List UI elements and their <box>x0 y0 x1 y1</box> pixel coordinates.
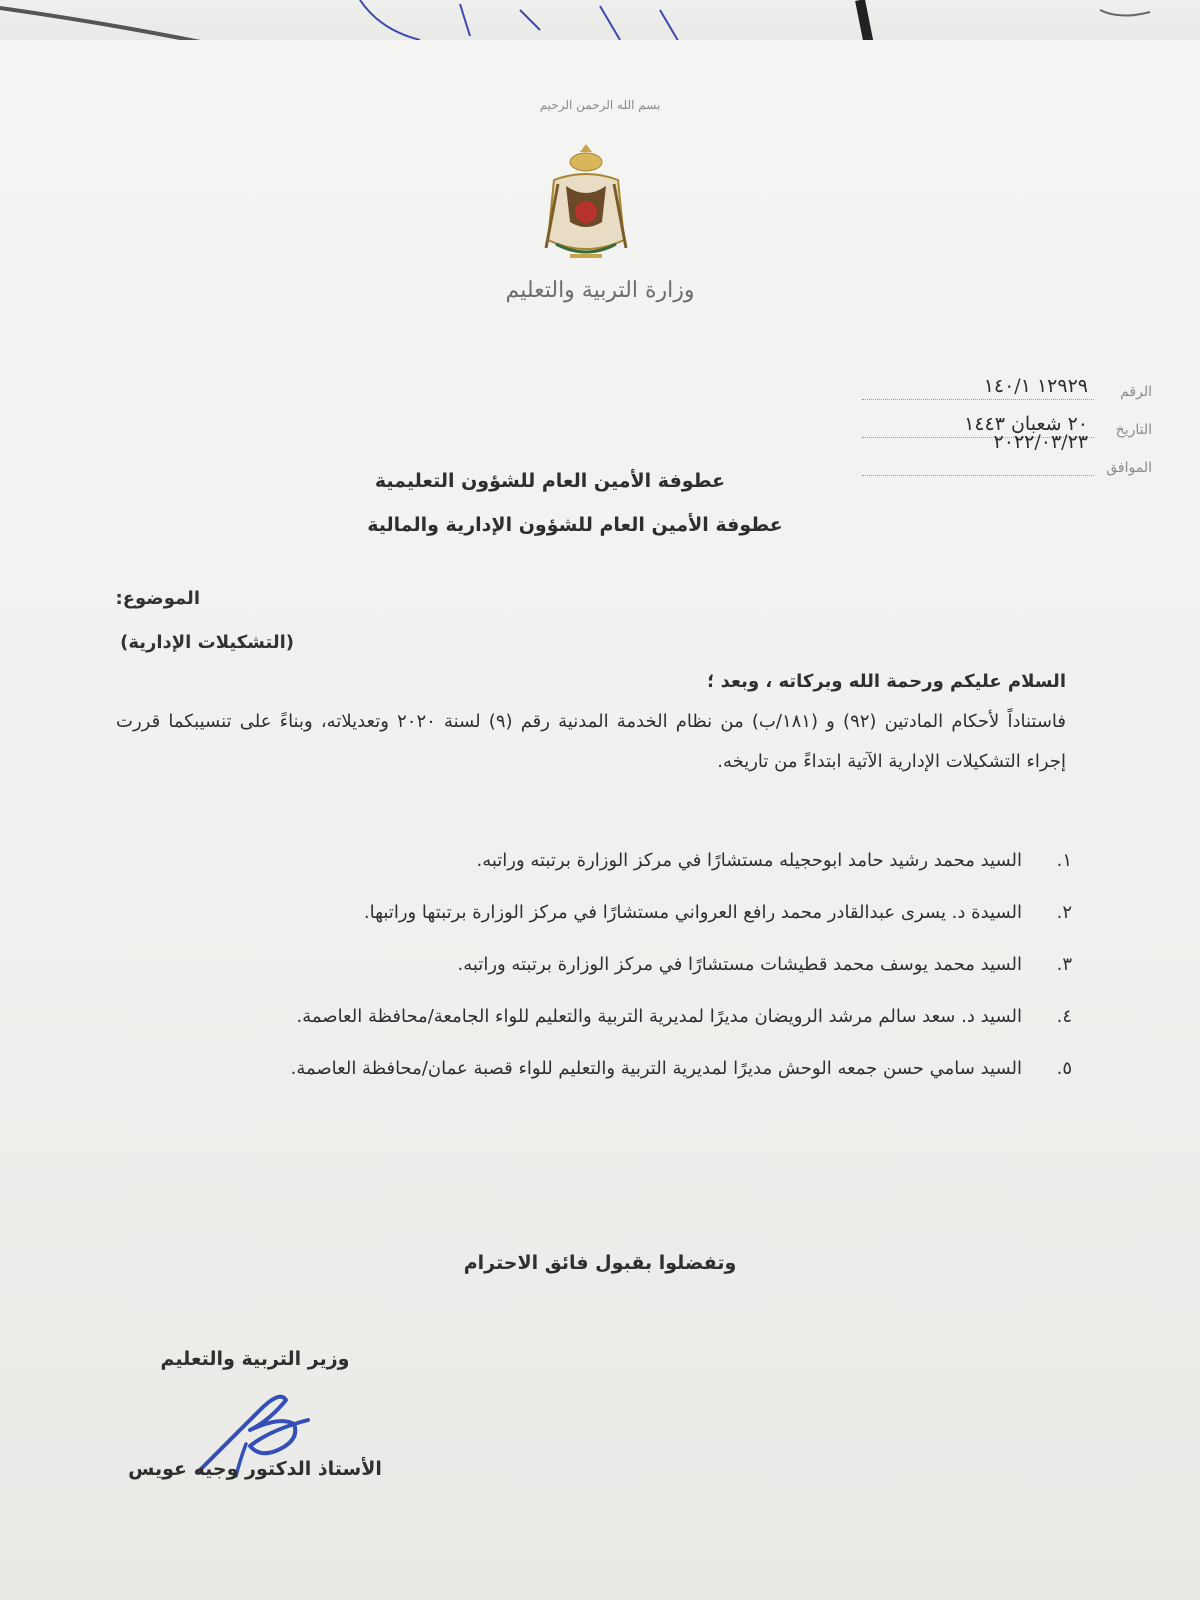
list-item: ٤. السيد د. سعد سالم مرشد الرويضان مديرًا لمديرية التربية والتعليم للواء الجامعة/محافظة العاصمة. <box>296 1006 1072 1027</box>
reference-number-row <box>862 362 1152 400</box>
letter-body <box>116 662 1066 782</box>
subject-label: الموضوع: <box>115 588 200 609</box>
date-value: ٢٠ شعبان ١٤٤٣ <box>964 413 1088 435</box>
closing-phrase: وتفضلوا بقبول فائق الاحترام <box>463 1252 737 1274</box>
signatory-name: الأستاذ الدكتور وجيه عويس <box>128 1458 382 1480</box>
subject-text: (التشكيلات الإدارية) <box>120 632 294 653</box>
list-item: ٢. السيدة د. يسرى عبدالقادر محمد رافع العرواني مستشارًا في مركز الوزارة برتبتها وراتبها. <box>363 902 1072 923</box>
corresponding-label: الموافق <box>1106 460 1152 476</box>
ministry-name: وزارة التربية والتعليم <box>505 278 695 303</box>
list-item: ٣. السيد محمد يوسف محمد قطيشات مستشارًا في مركز الوزارة برتبته وراتبه. <box>457 954 1072 975</box>
number-value: ١٢٩٢٩ ١٤٠/١ <box>983 375 1088 397</box>
reference-block <box>862 362 1152 476</box>
date-label: التاريخ <box>1115 422 1152 438</box>
body-paragraph: فاستناداً لأحكام المادتين (٩٢) و (١٨١/ب) من نظام الخدمة المدنية رقم (٩) لسنة ٢٠٢٠ وتعديلاته، وبناءً على تنسيبكما قررت إجراء التشكيلات الإدارية الآتية ابتداءً من تاريخه. <box>116 711 1067 772</box>
jordan-coat-of-arms-icon <box>536 140 636 270</box>
addressee-1: عطوفة الأمين العام للشؤون التعليمية <box>374 470 726 492</box>
corresponding-value: ٢٠٢٢/٠٣/٢٣ <box>993 431 1088 453</box>
letter-page <box>0 40 1200 1600</box>
appointments-list <box>112 840 1072 1100</box>
list-item: ٥. السيد سامي حسن جمعه الوحش مديرًا لمديرية التربية والتعليم للواء قصبة عمان/محافظة العاصمة. <box>290 1058 1072 1079</box>
basmala: بسم الله الرحمن الرحيم <box>539 98 661 112</box>
signatory-title: وزير التربية والتعليم <box>160 1348 350 1370</box>
greeting: السلام عليكم ورحمة الله وبركاته ، وبعد ؛ <box>707 671 1066 692</box>
number-label: الرقم <box>1120 384 1152 400</box>
list-item: ١. السيد محمد رشيد حامد ابوحجيله مستشارًا في مركز الوزارة برتبته وراتبه. <box>476 850 1072 871</box>
addressee-2: عطوفة الأمين العام للشؤون الإدارية والمالية <box>367 514 783 536</box>
